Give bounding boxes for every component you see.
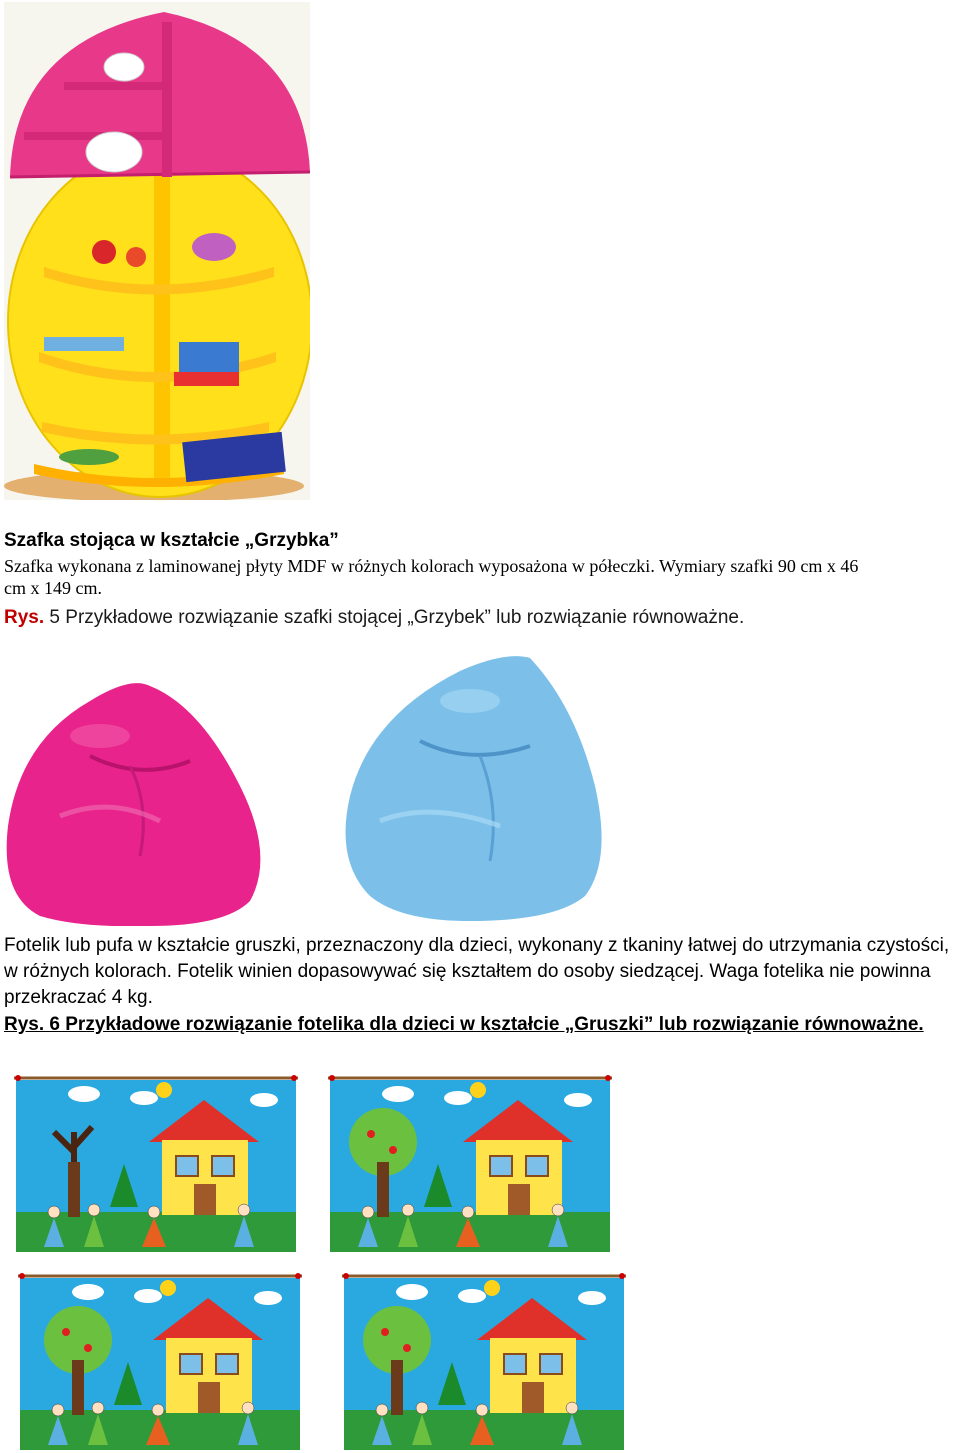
mushroom-cabinet-illustration	[4, 2, 310, 500]
beanbag-chairs-illustration	[0, 646, 620, 926]
cabinet-caption-text: 5 Przykładowe rozwiązanie szafki stojącej „Grzybek” lub rozwiązanie równoważne.	[44, 607, 745, 628]
felt-panel-illustration	[14, 1072, 298, 1254]
felt-panel-illustration	[18, 1270, 302, 1452]
mushroom-cabinet-image	[4, 2, 310, 500]
beanbag-description: Fotelik lub pufa w kształcie gruszki, przeznaczony dla dzieci, wykonany z tkaniny łatwej do utrzymania czystości, w różnych kolorach. Fotelik winien dopasowywać się kształtem do osoby siedzącej. Waga fotelika nie powinna przekraczać 4 kg.	[4, 935, 950, 1008]
cabinet-description: Szafka wykonana z laminowanej płyty MDF w różnych kolorach wyposażona w półeczki. Wymiary szafki 90 cm x 46 cm x 149 cm.	[4, 556, 859, 598]
felt-panel-image-4	[342, 1270, 626, 1452]
felt-panel-illustration	[328, 1072, 612, 1254]
felt-panel-illustration	[342, 1270, 626, 1452]
cabinet-caption-label: Rys.	[4, 607, 45, 628]
felt-panel-image-2	[328, 1072, 612, 1254]
cabinet-caption	[4, 607, 744, 629]
beanbag-chairs-image	[0, 646, 620, 926]
felt-panel-image-1	[14, 1072, 298, 1254]
pink-beanbag	[7, 683, 261, 926]
beanbag-caption: Rys. 6 Przykładowe rozwiązanie fotelika dla dzieci w kształcie „Gruszki” lub rozwiązanie równoważne.	[4, 1014, 924, 1035]
felt-panel-image-3	[18, 1270, 302, 1452]
cabinet-title: Szafka stojąca w kształcie „Grzybka”	[4, 530, 339, 551]
blue-beanbag	[346, 656, 602, 921]
